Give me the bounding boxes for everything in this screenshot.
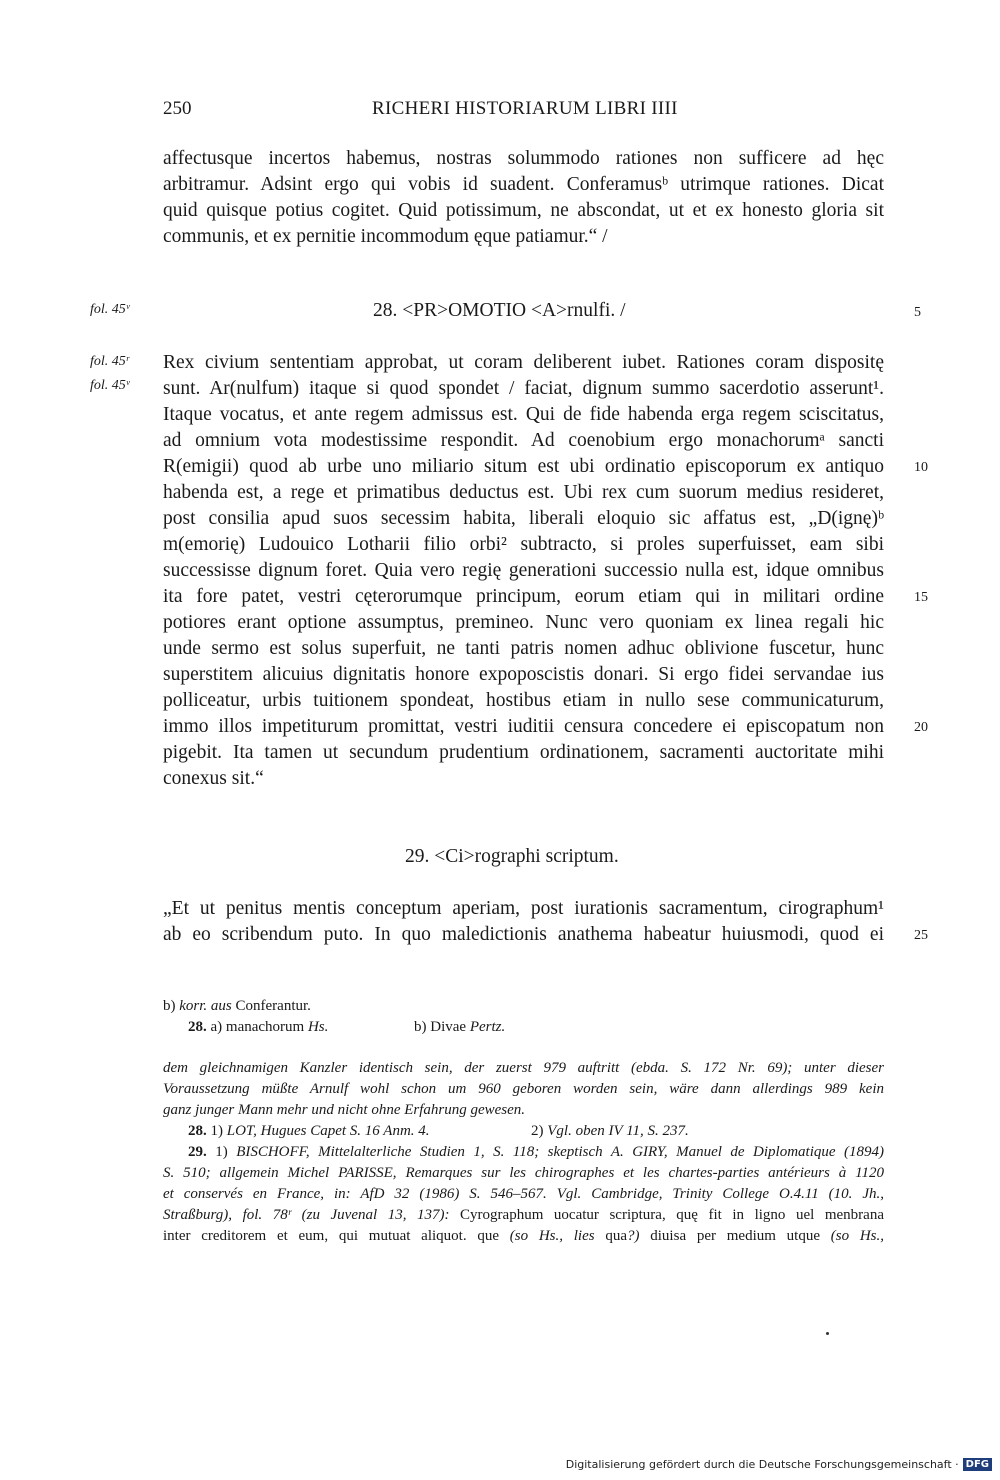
body-line: „Et ut penitus mentis conceptum aperiam, post iurationis sacramentum, cirographum¹ xyxy=(163,898,884,919)
page-number: 250 xyxy=(163,98,192,119)
digitization-credit xyxy=(566,1458,992,1471)
body-line: habenda est, a rege et primatibus deductus est. Ubi rex cum suorum medius resideret, xyxy=(163,482,884,503)
line-number: 15 xyxy=(914,590,928,605)
body-line: conexus sit.“ xyxy=(163,768,264,789)
commentary-line: Straßburg), fol. 78ʳ (zu Juvenal 13, 137): Cyrographum uocatur scriptura, quę fit in ligno uel menbrana xyxy=(163,1207,884,1223)
commentary-line: 29. 1) BISCHOFF, Mittelalterliche Studien 1, S. 118; skeptisch A. GIRY, Manuel de Diplomatique (1894) xyxy=(188,1144,884,1160)
folio-margin-note: fol. 45ʳ xyxy=(90,354,129,369)
body-line: post consilia apud suos secessim habita, liberali eloquio sic affatus est, „D(ignę)ᵇ xyxy=(163,508,884,529)
body-line: potiores erant optione assumptus, premineo. Nunc vero quoniam ex linea regali hic xyxy=(163,612,884,633)
body-line: sunt. Ar(nulfum) itaque si quod spondet / faciat, dignum summo sacerdotio asserunt¹. xyxy=(163,378,884,399)
dfg-logo: DFG xyxy=(963,1458,992,1471)
body-line: R(emigii) quod ab urbe uno miliario situm est ubi ordinatio episcoporum ex antiquo xyxy=(163,456,884,477)
stray-mark xyxy=(826,1332,829,1335)
section-29-heading: 29. <Ci>rographi scriptum. xyxy=(405,846,619,867)
commentary-line: inter creditorem et eum, qui mutuat aliquot. que (so Hs., lies qua?) diuisa per medium utque (so Hs., xyxy=(163,1228,884,1244)
body-line: Itaque vocatus, et ante regem admissus est. Qui de fide habenda erga regem sciscitatus, xyxy=(163,404,884,425)
body-line: unde sermo est solus superfuit, ne tanti patris nomen adhuc oblivione fuscetur, hunc xyxy=(163,638,884,659)
credit-text: Digitalisierung gefördert durch die Deutsche Forschungsgemeinschaft · xyxy=(565,1458,959,1471)
commentary-line: Voraussetzung müßte Arnulf wohl schon um 960 geboren worden sein, wäre dann allerdings 989 kein xyxy=(163,1081,884,1097)
body-line: Rex civium sententiam approbat, ut coram deliberent iubet. Rationes coram dispositę xyxy=(163,352,884,373)
commentary-line: et conservés en France, in: AfD 32 (1986) S. 546–567. Vgl. Cambridge, Trinity College O.4.11 (10. Jh., xyxy=(163,1186,884,1202)
folio-margin-note: fol. 45ᵛ xyxy=(90,302,130,317)
commentary-line: ganz junger Mann mehr und nicht ohne Erfahrung gewesen. xyxy=(163,1102,526,1118)
body-line: ad omnium vota modestissime respondit. Ad coenobium ergo monachorumᵃ sancti xyxy=(163,430,884,451)
commentary-line: 2) Vgl. oben IV 11, S. 237. xyxy=(531,1123,689,1139)
body-line: superstitem alicuius dignitatis honore expoposcistis donari. Si ergo fidei servandae ius xyxy=(163,664,884,685)
commentary-line: 28. 1) LOT, Hugues Capet S. 16 Anm. 4. xyxy=(188,1123,430,1139)
running-title: RICHERI HISTORIARUM LIBRI IIII xyxy=(372,98,678,119)
body-line: ita fore patet, vestri cęterorumque principum, eorum etiam qui in militari ordine xyxy=(163,586,884,607)
body-line: ab eo scribendum puto. In quo maledictionis anathema habeatur huiusmodi, quod ei xyxy=(163,924,884,945)
body-line: m(emorię) Ludouico Lotharii filio orbi² subtracto, si proles superfuisset, eam sibi xyxy=(163,534,884,555)
body-line: quid quisque potius cogitet. Quid potissimum, ne abscondat, ut et ex honesto gloria sit xyxy=(163,200,884,221)
folio-margin-note: fol. 45ᵛ xyxy=(90,378,130,393)
body-line: immo illos impetiturum promittat, vestri iuditii censura concedere ei episcopatum non xyxy=(163,716,884,737)
line-number: 10 xyxy=(914,460,928,475)
body-line: pigebit. Ita tamen ut secundum prudentium ordinationem, sacramenti auctoritate mihi xyxy=(163,742,884,763)
line-number: 25 xyxy=(914,928,928,943)
apparatus-line: b) Divae Pertz. xyxy=(414,1019,506,1035)
apparatus-line: b) korr. aus Conferantur. xyxy=(163,998,311,1014)
apparatus-line: 28. a) manachorum Hs. xyxy=(188,1019,329,1035)
commentary-line: S. 510; allgemein Michel PARISSE, Remarques sur les chirographes et les chartes-parties antérieurs à 1120 xyxy=(163,1165,884,1181)
body-line: polliceatur, urbis tuitionem spondeat, hostibus etiam in nullo sese communicaturum, xyxy=(163,690,884,711)
body-line: communis, et ex pernitie incommodum ęque patiamur.“ / xyxy=(163,226,608,247)
line-number: 5 xyxy=(914,305,921,320)
commentary-line: dem gleichnamigen Kanzler identisch sein, der zuerst 979 auftritt (ebda. S. 172 Nr. 69); unter dieser xyxy=(163,1060,884,1076)
line-number: 20 xyxy=(914,720,928,735)
body-line: arbitramur. Adsint ergo qui vobis id suadent. Conferamusᵇ utrimque rationes. Dicat xyxy=(163,174,884,195)
body-line: successisse dignum foret. Quia vero regię generationi successio nulla est, idque omnibus xyxy=(163,560,884,581)
body-line: affectusque incertos habemus, nostras solummodo rationes non sufficere ad hęc xyxy=(163,148,884,169)
section-28-heading: 28. <PR>OMOTIO <A>rnulfi. / xyxy=(373,300,626,321)
